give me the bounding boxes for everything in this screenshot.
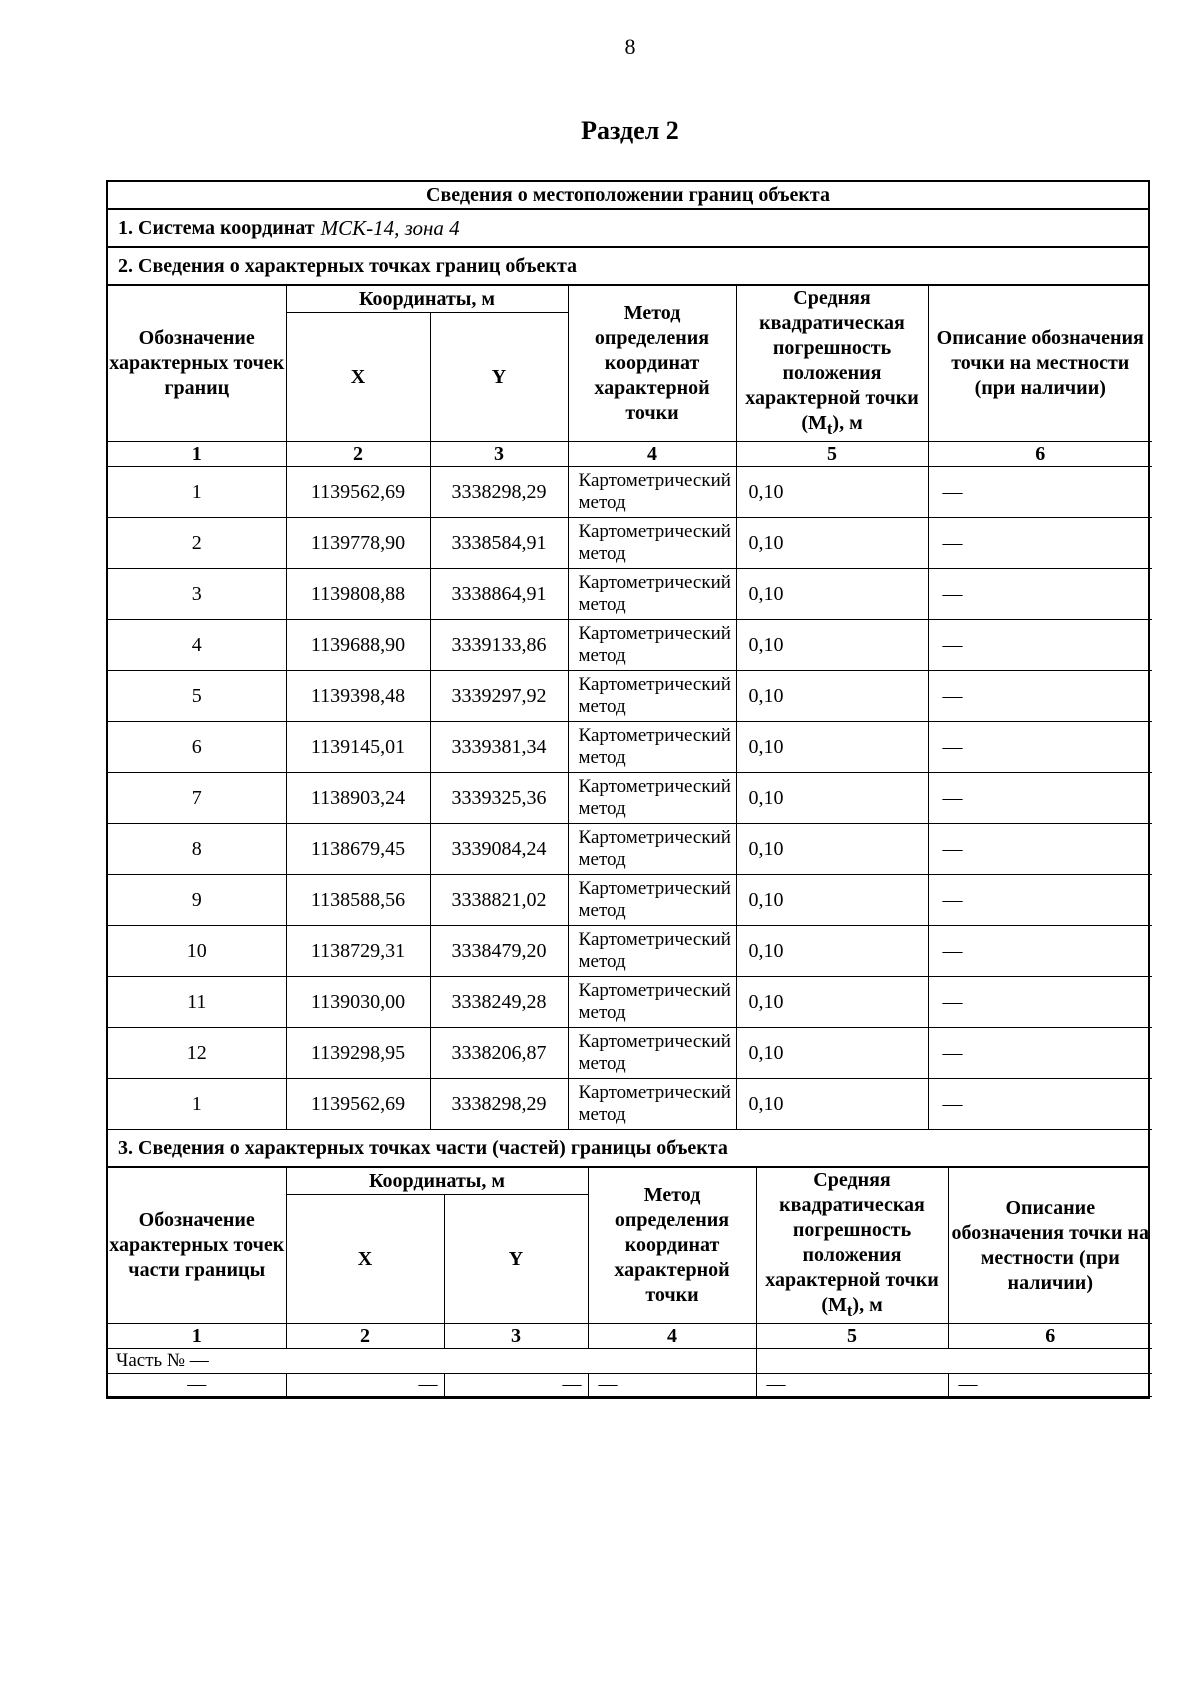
table-row [108,467,1152,518]
y-coordinate-cell: 3339297,92 [430,671,568,722]
method-cell: Картометрический метод [568,926,736,977]
section2-title: 2. Сведения о характерных точках границ объекта [108,248,1148,286]
table-row [108,977,1152,1028]
header-designation: Обозначение характерных точек границ [108,286,286,442]
point-cell: 4 [108,620,286,671]
x-coordinate-cell: 1138903,24 [286,773,430,824]
x-coordinate-cell: 1139298,95 [286,1028,430,1079]
s3-header-method: Метод определения координат характерной точки [588,1168,756,1324]
description-cell: — [928,1028,1152,1079]
table-row [108,875,1152,926]
coord-system-value: МСК-14, зона 4 [320,215,460,240]
table-row [108,926,1152,977]
header-y: Y [430,313,568,442]
section2-table [108,286,1152,1130]
dash-cell: — [948,1374,1152,1397]
empty-point-row [108,1374,1152,1397]
point-cell: 6 [108,722,286,773]
description-cell: — [928,977,1152,1028]
header-error-unit: ), м [832,412,863,434]
s3-header-error [756,1168,948,1324]
s3-column-number-row [108,1324,1152,1349]
part-empty-cell [756,1349,1152,1374]
section3-table [108,1168,1152,1397]
column-number: 1 [108,1324,286,1349]
method-cell: Картометрический метод [568,773,736,824]
y-coordinate-cell: 3338206,87 [430,1028,568,1079]
y-coordinate-cell: 3338298,29 [430,1079,568,1130]
x-coordinate-cell: 1138588,56 [286,875,430,926]
y-coordinate-cell: 3339133,86 [430,620,568,671]
error-cell: 0,10 [736,1028,928,1079]
y-coordinate-cell: 3338584,91 [430,518,568,569]
table-row [108,773,1152,824]
description-cell: — [928,875,1152,926]
section3-title: 3. Сведения о характерных точках части (частей) границы объекта [108,1130,1148,1168]
column-number-row [108,442,1152,467]
part-row [108,1349,1152,1374]
method-cell: Картометрический метод [568,467,736,518]
point-cell: 1 [108,467,286,518]
error-cell: 0,10 [736,773,928,824]
y-coordinate-cell: 3338479,20 [430,926,568,977]
column-number: 6 [928,442,1152,467]
header-error-text: Средняя квадратическая погрешность положения характерной точки (M [745,287,919,434]
method-cell: Картометрический метод [568,1028,736,1079]
description-cell: — [928,926,1152,977]
y-coordinate-cell: 3339084,24 [430,824,568,875]
s3-header-error-text: Средняя квадратическая погрешность положения характерной точки (M [765,1169,939,1316]
s3-header-error-unit: ), м [852,1294,883,1316]
method-cell: Картометрический метод [568,1079,736,1130]
x-coordinate-cell: 1138729,31 [286,926,430,977]
method-cell: Картометрический метод [568,518,736,569]
header-method: Метод определения координат характерной точки [568,286,736,442]
y-coordinate-cell: 3339325,36 [430,773,568,824]
x-coordinate-cell: 1139778,90 [286,518,430,569]
s3-header-y: Y [444,1195,588,1324]
table-row [108,824,1152,875]
error-cell: 0,10 [736,722,928,773]
method-cell: Картометрический метод [568,722,736,773]
x-coordinate-cell: 1139562,69 [286,467,430,518]
error-cell: 0,10 [736,977,928,1028]
description-cell: — [928,1079,1152,1130]
x-coordinate-cell: 1139030,00 [286,977,430,1028]
point-cell: 5 [108,671,286,722]
y-coordinate-cell: 3338864,91 [430,569,568,620]
table-row [108,620,1152,671]
header-error [736,286,928,442]
description-cell: — [928,620,1152,671]
error-cell: 0,10 [736,875,928,926]
error-cell: 0,10 [736,671,928,722]
dash-cell: — [286,1374,444,1397]
method-cell: Картометрический метод [568,977,736,1028]
error-cell: 0,10 [736,926,928,977]
x-coordinate-cell: 1139145,01 [286,722,430,773]
description-cell: — [928,722,1152,773]
page-number: 8 [624,34,636,59]
x-coordinate-cell: 1139808,88 [286,569,430,620]
y-coordinate-cell: 3339381,34 [430,722,568,773]
column-number: 6 [948,1324,1152,1349]
table-row [108,1028,1152,1079]
column-number: 5 [756,1324,948,1349]
column-number: 3 [430,442,568,467]
point-cell: 7 [108,773,286,824]
header-coords: Координаты, м [286,286,568,313]
error-cell: 0,10 [736,620,928,671]
header-error-subscript: t [826,419,833,438]
s3-header-description: Описание обозначения точки на местности (при наличии) [948,1168,1152,1324]
header-x: X [286,313,430,442]
point-cell: 8 [108,824,286,875]
point-cell: 12 [108,1028,286,1079]
dash-cell: — [756,1374,948,1397]
table-row [108,722,1152,773]
dash-cell: — [108,1374,286,1397]
boundary-table [106,180,1150,1399]
column-number: 3 [444,1324,588,1349]
point-cell: 3 [108,569,286,620]
error-cell: 0,10 [736,518,928,569]
point-cell: 10 [108,926,286,977]
table-row [108,518,1152,569]
description-cell: — [928,824,1152,875]
method-cell: Картометрический метод [568,875,736,926]
y-coordinate-cell: 3338821,02 [430,875,568,926]
column-number: 5 [736,442,928,467]
column-number: 2 [286,442,430,467]
method-cell: Картометрический метод [568,620,736,671]
error-cell: 0,10 [736,1079,928,1130]
s3-header-error-subscript: t [846,1301,853,1320]
column-number: 4 [568,442,736,467]
section-title: Раздел 2 [581,116,679,145]
x-coordinate-cell: 1139688,90 [286,620,430,671]
description-cell: — [928,569,1152,620]
s3-header-x: X [286,1195,444,1324]
description-cell: — [928,773,1152,824]
x-coordinate-cell: 1138679,45 [286,824,430,875]
y-coordinate-cell: 3338249,28 [430,977,568,1028]
description-cell: — [928,671,1152,722]
table-row [108,569,1152,620]
column-number: 4 [588,1324,756,1349]
error-cell: 0,10 [736,467,928,518]
x-coordinate-cell: 1139562,69 [286,1079,430,1130]
x-coordinate-cell: 1139398,48 [286,671,430,722]
error-cell: 0,10 [736,569,928,620]
point-cell: 9 [108,875,286,926]
point-cell: 11 [108,977,286,1028]
description-cell: — [928,467,1152,518]
s3-header-coords: Координаты, м [286,1168,588,1195]
column-number: 2 [286,1324,444,1349]
table-title: Сведения о местоположении границ объекта [108,182,1148,210]
table-row [108,1079,1152,1130]
point-cell: 2 [108,518,286,569]
error-cell: 0,10 [736,824,928,875]
s3-header-designation: Обозначение характерных точек части границы [108,1168,286,1324]
method-cell: Картометрический метод [568,569,736,620]
table-row [108,671,1152,722]
y-coordinate-cell: 3338298,29 [430,467,568,518]
coord-system-label: 1. Система координат [118,216,315,239]
point-cell: 1 [108,1079,286,1130]
dash-cell: — [588,1374,756,1397]
dash-cell: — [444,1374,588,1397]
column-number: 1 [108,442,286,467]
coord-system-row [108,210,1148,248]
header-description: Описание обозначения точки на местности (при наличии) [928,286,1152,442]
description-cell: — [928,518,1152,569]
method-cell: Картометрический метод [568,671,736,722]
part-label: Часть № — [108,1349,756,1374]
method-cell: Картометрический метод [568,824,736,875]
